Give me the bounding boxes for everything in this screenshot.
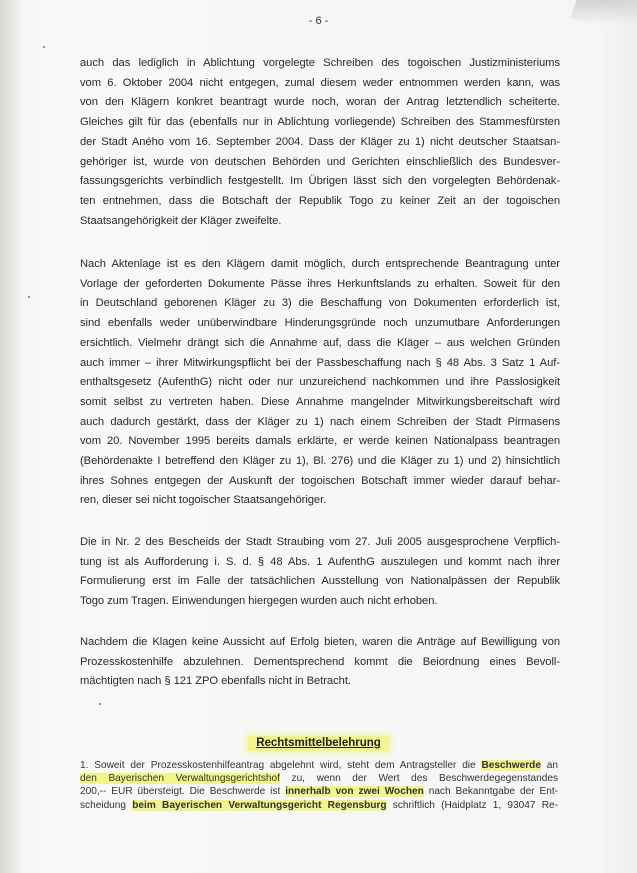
instruction-line-2 bbox=[80, 772, 558, 785]
instruction-text: zu, wenn der Wert des Beschwerdegegenstandes bbox=[279, 773, 558, 785]
paragraph-4 bbox=[80, 633, 560, 692]
page-number: - 6 - bbox=[308, 15, 329, 27]
instruction-line-3 bbox=[80, 785, 558, 798]
scan-speck bbox=[99, 703, 101, 705]
text-line: von den Klägern konkret beantragt wurde noch, woran der Antrag letztendlich scheiterte. bbox=[80, 96, 560, 109]
text-line: Vorlage der geforderten Dokumente Pässe ihres Herkunftslands zu erhalten. Soweit für den bbox=[80, 277, 560, 290]
instruction-text: nach Bekanntgabe der Ent- bbox=[423, 786, 558, 798]
text-line: Formulierung erst im Falle der tatsächlichen Ausstellung von Nationalpässen der Republik bbox=[80, 575, 560, 588]
text-line: Die in Nr. 2 des Bescheids der Stadt Straubing vom 27. Juli 2005 ausgesprochene Verpflich- bbox=[80, 536, 560, 548]
highlighted-beschwerde: Beschwerde bbox=[481, 760, 541, 771]
text-line: auch dadurch gestärkt, dass der Kläger zu 1) nach einem Schreiben der Stadt Pirmasens bbox=[80, 415, 560, 428]
text-line: Gleiches gilt für das (ebenfalls nur in Ablichtung vorliegende) Schreiben des Stammesfürsten bbox=[80, 116, 560, 129]
instruction-text: 1. Soweit der Prozesskostenhilfeantrag abgelehnt wird, steht dem Antragsteller die bbox=[80, 760, 482, 771]
instruction-text: scheidung bbox=[80, 799, 133, 811]
instruction-text: an bbox=[540, 760, 558, 771]
paragraph-1 bbox=[80, 54, 560, 231]
text-line: ihres Sohnes entgegen der Auskunft der togoischen Botschaft immer wieder darauf behar- bbox=[80, 474, 560, 487]
text-line: sind ebenfalls weder unüberwindbare Hinderungsgründe noch unzumutbare Anforderungen bbox=[80, 317, 560, 330]
paragraph-3 bbox=[80, 533, 560, 612]
instruction-text: 200,-- EUR übersteigt. Die Beschwerde ist bbox=[80, 786, 286, 798]
text-line: ten entnehmen, dass die Botschaft der Republik Togo zu keiner Zeit an der togoischen bbox=[80, 194, 560, 207]
text-line: tung ist als Aufforderung i. S. d. § 48 Abs. 1 AufenthG auszulegen und kommt nach ihrer bbox=[80, 555, 560, 568]
highlighted-court-location: beim Bayerischen Verwaltungsgericht Regensburg bbox=[132, 799, 387, 811]
text-line: gehöriger ist, wurde von deutschen Behörden und Gerichten einschließlich des Bundesver- bbox=[80, 155, 560, 168]
scan-speck bbox=[43, 46, 45, 48]
text-line: vom 6. Oktober 2004 nicht entgegen, zumal diesem weder entnommen werden kann, was bbox=[80, 76, 560, 89]
text-line: der Stadt Aného vom 16. September 2004. Dass der Kläger zu 1) nicht deutscher Staatsan- bbox=[80, 135, 560, 148]
text-line: Staatsangehörigkeit der Kläger zweifelte. bbox=[80, 214, 282, 227]
text-line: auch das lediglich in Ablichtung vorgelegte Schreiben des togoischen Justizministeriums bbox=[80, 57, 560, 69]
text-line: Prozesskostenhilfe abzulehnen. Dementsprechend kommt die Beiordnung eines Bevoll- bbox=[80, 655, 560, 668]
text-line: in Deutschland geborenen Kläger zu 3) die Beschaffung von Dokumenten erforderlich ist, bbox=[80, 297, 560, 310]
text-line: enthaltsgesetz (AufenthG) nicht oder nur unzureichend nachkommen und ihre Passlosigkeit bbox=[80, 376, 560, 389]
instruction-text: schriftlich (Haidplatz 1, 93047 Re- bbox=[386, 799, 558, 811]
text-line: Nachdem die Klagen keine Aussicht auf Erfolg bieten, waren die Anträge auf Bewilligung von bbox=[80, 636, 560, 648]
text-line: auch immer – ihrer Mitwirkungspflicht bei der Passbeschaffung nach § 48 Abs. 3 Satz 1 Auf- bbox=[80, 356, 560, 369]
highlighted-court-name: Bayerischen Verwaltungsgerichtshof bbox=[108, 773, 280, 785]
text-line: ersichtlich. Vielmehr drängt sich die Annahme auf, dass die Kläger – aus welchen Gründen bbox=[80, 336, 560, 349]
text-line: mächtigten nach § 121 ZPO ebenfalls nicht in Betracht. bbox=[80, 675, 351, 688]
legal-instructions bbox=[80, 759, 558, 812]
section-heading-wrapper bbox=[0, 733, 637, 751]
text-line: ren, dieser sei nicht togoischer Staatsangehöriger. bbox=[80, 494, 327, 507]
instruction-line-4 bbox=[80, 799, 558, 812]
text-line: vom 20. November 1995 bereits damals erklärte, er werde keinen Nationalpass beantragen bbox=[80, 435, 560, 448]
text-line: Togo zum Tragen. Einwendungen hiergegen wurden auch nicht erhoben. bbox=[80, 595, 438, 608]
scan-speck bbox=[28, 296, 30, 298]
text-line: somit selbst zu vertreten haben. Diese Annahme mangelnder Mitwirkungsbereitschaft wird bbox=[80, 395, 560, 408]
rechtsmittelbelehrung-heading: Rechtsmittelbelehrung bbox=[248, 736, 389, 751]
highlighted-deadline: innerhalb von zwei Wochen bbox=[285, 786, 424, 798]
paragraph-2 bbox=[80, 255, 560, 511]
instruction-line-1 bbox=[80, 759, 558, 772]
instruction-text: den bbox=[80, 773, 109, 785]
text-line: (Behördenakte I betreffend den Kläger zu 1), Bl. 276) und die Kläger zu 1) und 2) hinsichtlich bbox=[80, 455, 560, 468]
text-line: fassungsgerichts verbindlich festgestellt. Im Übrigen lässt sich den vorgelegten Behördenak- bbox=[80, 175, 560, 188]
text-line: Nach Aktenlage ist es den Klägern damit möglich, durch entsprechende Beantragung unter bbox=[80, 258, 560, 270]
